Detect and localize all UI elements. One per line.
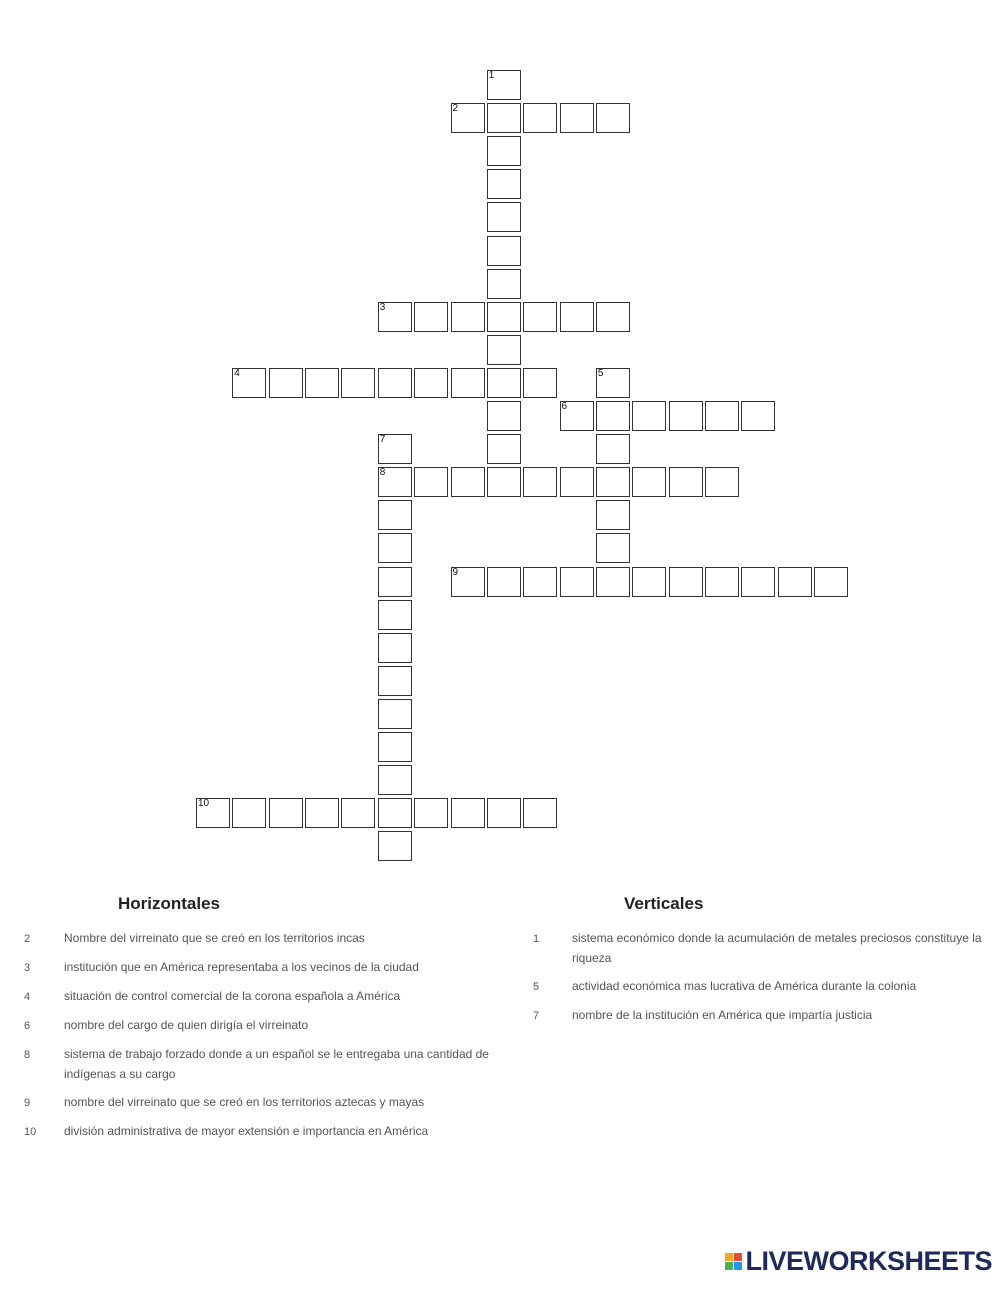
logo-square-4: [734, 1262, 742, 1270]
clue-text: situación de control comercial de la corona española a América: [64, 989, 401, 1003]
crossword-cell[interactable]: [451, 567, 485, 597]
crossword-cell[interactable]: [378, 765, 412, 795]
clue-text: división administrativa de mayor extensión e importancia en América: [64, 1124, 429, 1138]
crossword-cell[interactable]: [305, 798, 339, 828]
crossword-cell[interactable]: [269, 798, 303, 828]
crossword-cell[interactable]: [451, 302, 485, 332]
crossword-cell[interactable]: [596, 500, 630, 530]
clue-text: sistema económico donde la acumulación de metales preciosos constituye la riqueza: [572, 931, 982, 965]
crossword-cell[interactable]: [705, 401, 739, 431]
clue-text: nombre del cargo de quien dirigía el virreinato: [64, 1018, 309, 1032]
crossword-cell[interactable]: [669, 467, 703, 497]
crossword-cell[interactable]: [523, 567, 557, 597]
logo-text: LIVEWORKSHEETS: [745, 1246, 992, 1276]
crossword-cell[interactable]: [341, 798, 375, 828]
crossword-cell[interactable]: [378, 732, 412, 762]
crossword-cell[interactable]: [487, 434, 521, 464]
crossword-cell[interactable]: [487, 368, 521, 398]
crossword-cell[interactable]: [632, 467, 666, 497]
clue-number-label: 4: [234, 367, 240, 379]
crossword-cell[interactable]: [378, 798, 412, 828]
crossword-cell[interactable]: [669, 567, 703, 597]
clue-number: 3: [24, 962, 31, 974]
crossword-cell[interactable]: [378, 831, 412, 861]
crossword-cell[interactable]: [778, 567, 812, 597]
crossword-cell[interactable]: [305, 368, 339, 398]
logo-square-2: [734, 1253, 742, 1261]
clue-number: 4: [24, 991, 31, 1003]
clue-text: nombre de la institución en América que impartía justicia: [572, 1008, 873, 1022]
crossword-cell[interactable]: [196, 798, 230, 828]
crossword-cell[interactable]: [523, 467, 557, 497]
clue-number: 7: [533, 1010, 540, 1022]
liveworksheets-logo-icon: [725, 1253, 742, 1270]
crossword-cell[interactable]: [560, 103, 594, 133]
crossword-cell[interactable]: [596, 567, 630, 597]
crossword-cell[interactable]: [632, 567, 666, 597]
crossword-cell[interactable]: [269, 368, 303, 398]
crossword-cell[interactable]: [341, 368, 375, 398]
crossword-cell[interactable]: [378, 434, 412, 464]
crossword-cell[interactable]: [741, 567, 775, 597]
clue-number-label: 3: [379, 301, 386, 313]
crossword-cell[interactable]: [232, 368, 266, 398]
crossword-cell[interactable]: [232, 798, 266, 828]
horizontal-clues-heading: Horizontales: [118, 894, 221, 913]
clue-text: Nombre del virreinato que se creó en los territorios incas: [64, 931, 365, 945]
crossword-cell[interactable]: [705, 467, 739, 497]
crossword-cell[interactable]: [378, 302, 412, 332]
crossword-cell[interactable]: [632, 401, 666, 431]
crossword-cell[interactable]: [378, 633, 412, 663]
crossword-cell[interactable]: [596, 533, 630, 563]
crossword-cell[interactable]: [560, 467, 594, 497]
crossword-cell[interactable]: [596, 401, 630, 431]
crossword-cell[interactable]: [378, 368, 412, 398]
crossword-cell[interactable]: [487, 798, 521, 828]
crossword-cell[interactable]: [560, 302, 594, 332]
crossword-cell[interactable]: [560, 401, 594, 431]
crossword-cell[interactable]: [487, 103, 521, 133]
clue-number-label: 6: [561, 401, 568, 412]
clue-number: 5: [533, 981, 540, 993]
crossword-cell[interactable]: [741, 401, 775, 431]
crossword-cell[interactable]: [378, 666, 412, 696]
clue-number: 8: [24, 1049, 31, 1061]
clue-number-label: 8: [379, 467, 386, 479]
crossword-cell[interactable]: [487, 136, 521, 166]
crossword-cell[interactable]: [414, 302, 448, 332]
clue-number-label: 5: [597, 367, 604, 379]
crossword-cell[interactable]: [487, 335, 521, 365]
crossword-cell[interactable]: [378, 533, 412, 563]
clue-number: 10: [24, 1126, 37, 1138]
crossword-cell[interactable]: [523, 103, 557, 133]
crossword-cell[interactable]: [378, 600, 412, 630]
crossword-cell[interactable]: [487, 202, 521, 232]
crossword-cell[interactable]: [523, 798, 557, 828]
clue-text: institución que en América representaba a los vecinos de la ciudad: [64, 960, 419, 974]
crossword-cell[interactable]: [451, 103, 485, 133]
crossword-cell[interactable]: [705, 567, 739, 597]
crossword-cell[interactable]: [414, 798, 448, 828]
crossword-cell[interactable]: [414, 467, 448, 497]
clue-number: 9: [24, 1097, 31, 1109]
crossword-cell[interactable]: [451, 798, 485, 828]
crossword-cell[interactable]: [596, 103, 630, 133]
crossword-cell[interactable]: [596, 302, 630, 332]
crossword-cell[interactable]: [596, 368, 630, 398]
liveworksheets-logo: [725, 1246, 992, 1277]
clue-number-label: 2: [452, 103, 459, 115]
crossword-cell[interactable]: [487, 567, 521, 597]
clue-number: 1: [533, 933, 540, 945]
crossword-cell[interactable]: [487, 401, 521, 431]
crossword-cell[interactable]: [378, 467, 412, 497]
crossword-cell[interactable]: [487, 236, 521, 266]
crossword-cell[interactable]: [487, 302, 521, 332]
clue-text: nombre del virreinato que se creó en los territorios aztecas y mayas: [64, 1095, 425, 1109]
crossword-cell[interactable]: [487, 169, 521, 199]
crossword-cell[interactable]: [414, 368, 448, 398]
clue-number-label: 9: [452, 566, 459, 578]
crossword-cell[interactable]: [487, 70, 521, 100]
crossword-cell[interactable]: [814, 567, 848, 597]
crossword-cell[interactable]: [487, 269, 521, 299]
crossword-cell[interactable]: [596, 467, 630, 497]
crossword-cell[interactable]: [378, 699, 412, 729]
clue-number-label: 1: [488, 70, 495, 81]
vertical-clues-heading: Verticales: [624, 894, 704, 913]
crossword-cell[interactable]: [487, 467, 521, 497]
clue-text: sistema de trabajo forzado donde a un español se le entregaba una cantidad de indígenas a su cargo: [64, 1047, 489, 1081]
clue-number: 6: [24, 1020, 31, 1032]
crossword-cell[interactable]: [378, 567, 412, 597]
crossword-cell[interactable]: [596, 434, 630, 464]
clue-number-label: 10: [198, 798, 210, 810]
logo-square-3: [725, 1262, 733, 1270]
clue-text: actividad económica mas lucrativa de América durante la colonia: [572, 979, 917, 993]
logo-square-1: [725, 1253, 733, 1261]
crossword-cell[interactable]: [560, 567, 594, 597]
crossword-cell[interactable]: [669, 401, 703, 431]
clue-number-label: 7: [379, 434, 386, 446]
crossword-cell[interactable]: [451, 368, 485, 398]
clue-number: 2: [24, 933, 31, 945]
crossword-cell[interactable]: [523, 368, 557, 398]
crossword-cell[interactable]: [378, 500, 412, 530]
crossword-cell[interactable]: [523, 302, 557, 332]
crossword-cell[interactable]: [451, 467, 485, 497]
